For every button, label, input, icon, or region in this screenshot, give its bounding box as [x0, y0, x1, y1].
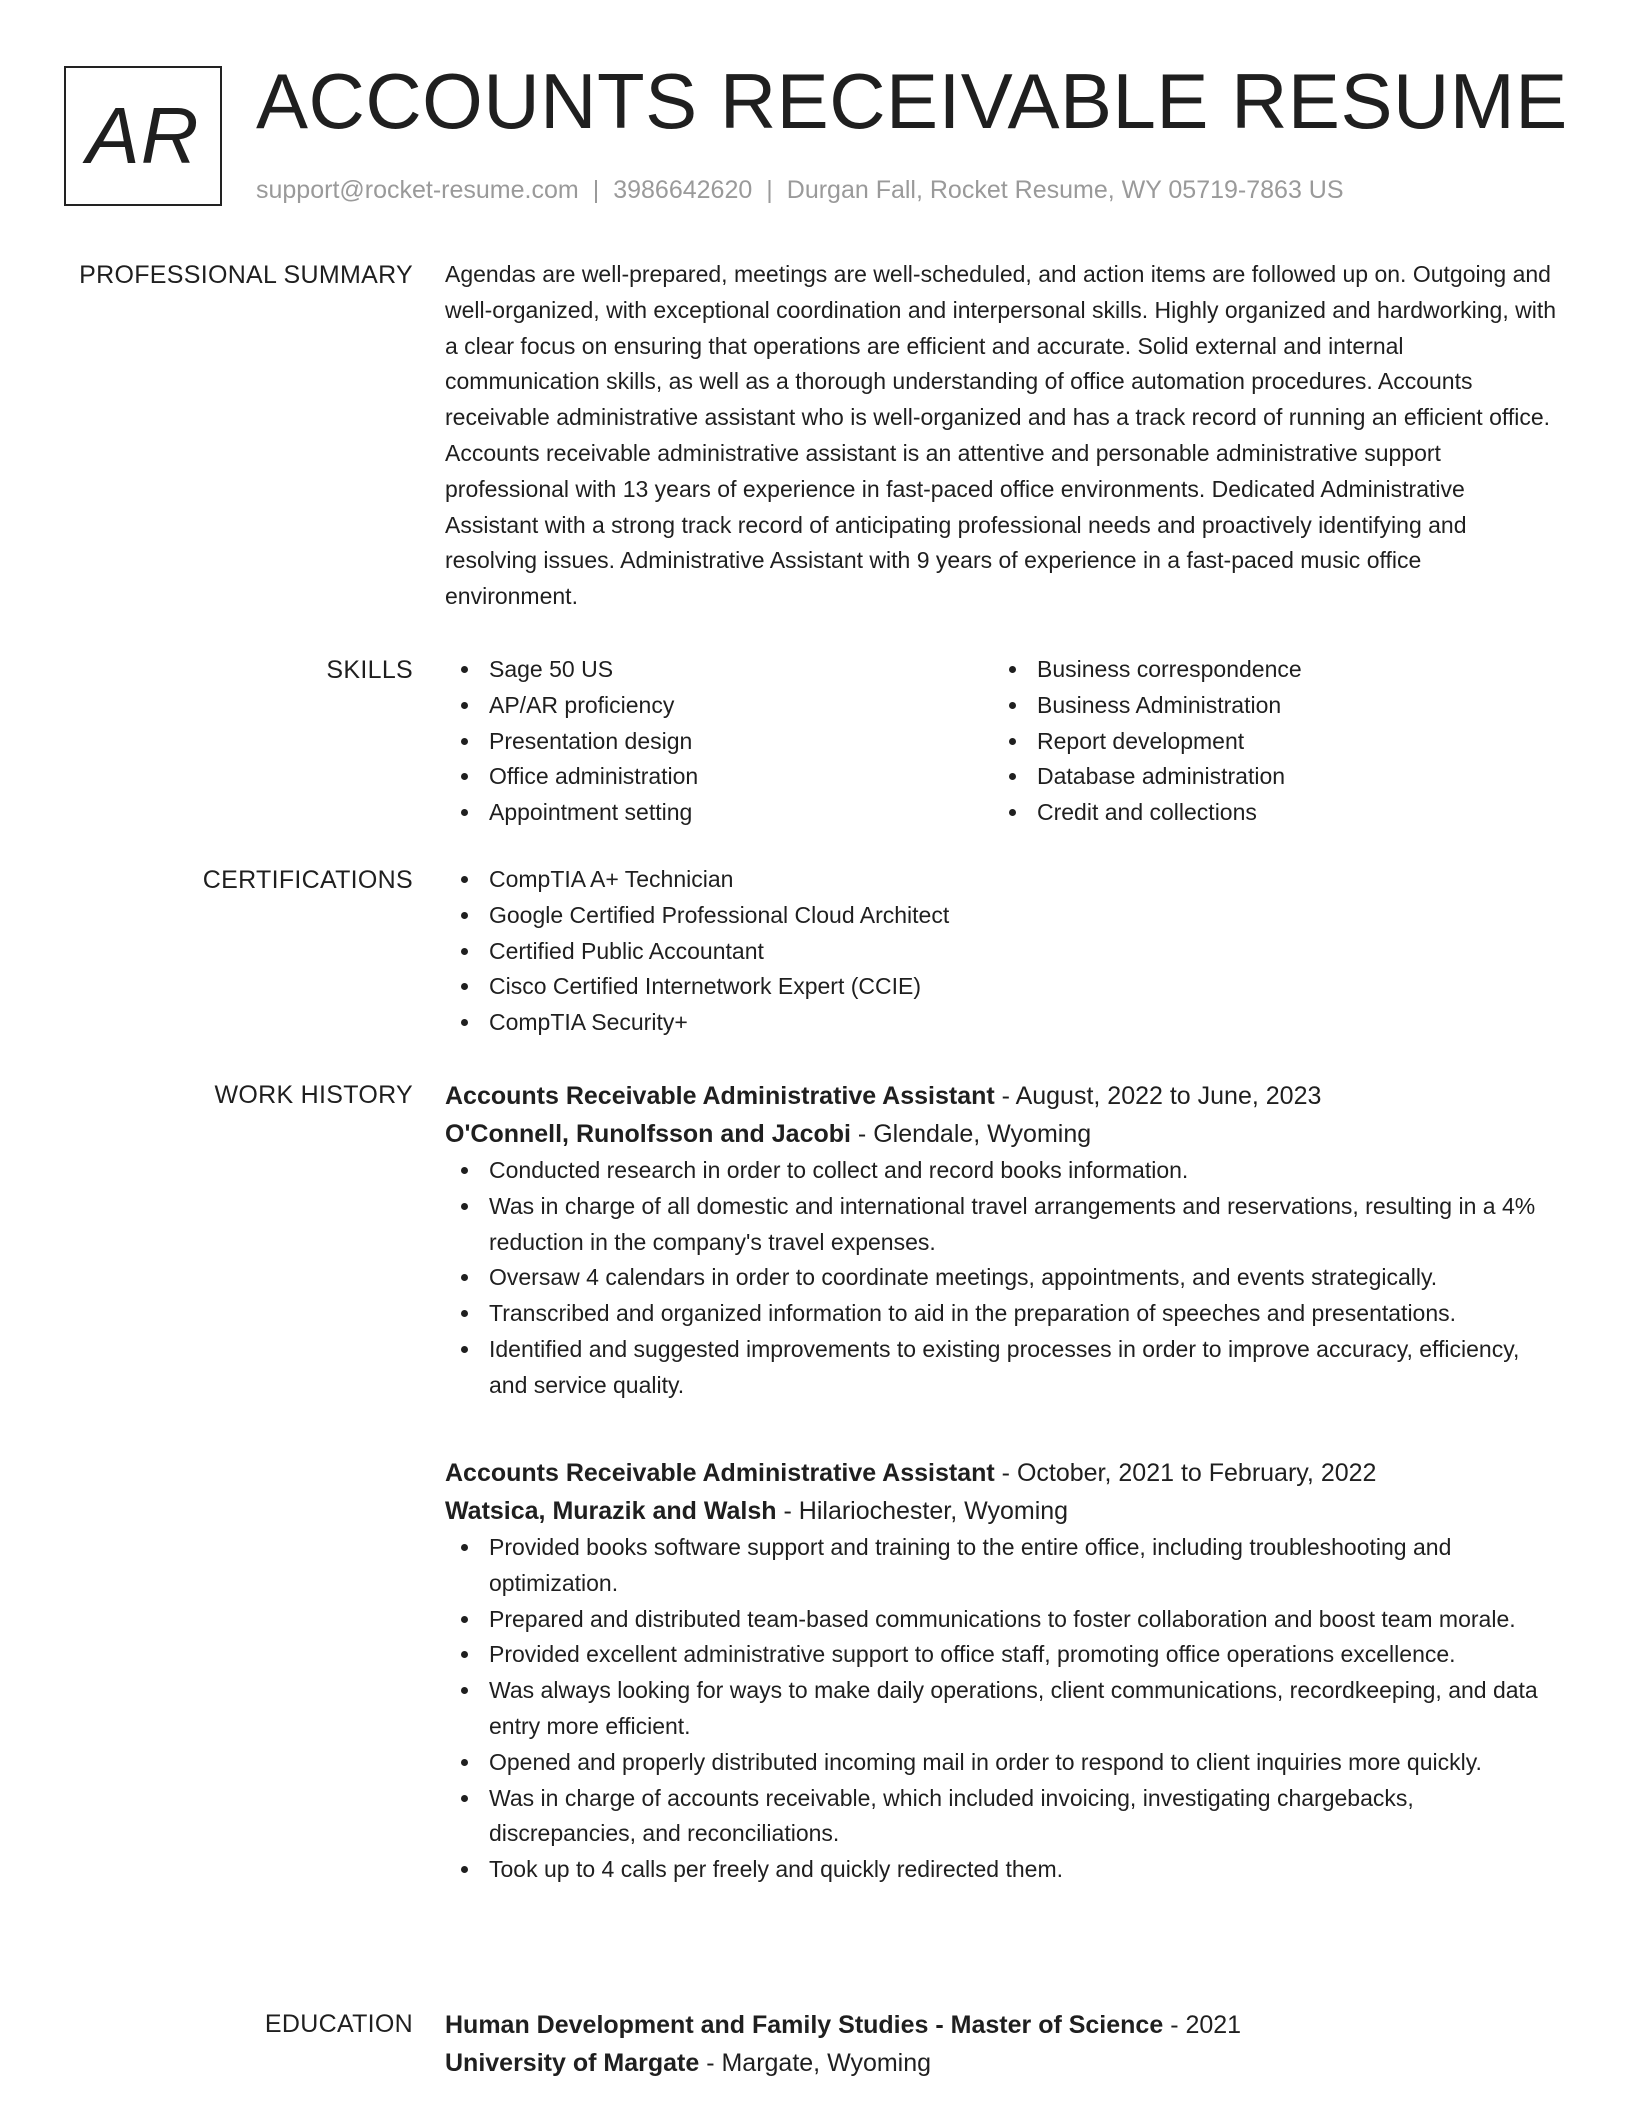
job-duty: Transcribed and organized information to aid in the preparation of speeches and presentations.	[445, 1296, 1560, 1332]
job-title-line	[445, 1077, 1560, 1115]
job-duty: Provided excellent administrative support to office staff, promoting office operations excellence.	[445, 1637, 1560, 1673]
certification-item: CompTIA Security+	[445, 1005, 1560, 1041]
monogram-badge	[64, 66, 222, 206]
skill-item: Business correspondence	[993, 652, 1541, 688]
skill-item: AP/AR proficiency	[445, 688, 993, 724]
job-duty: Was in charge of all domestic and international travel arrangements and reservations, resulting in a 4% reduction in the company's travel expenses.	[445, 1189, 1560, 1261]
job-company: O'Connell, Runolfsson and Jacobi	[445, 1120, 851, 1148]
certification-item: Google Certified Professional Cloud Architect	[445, 898, 1560, 934]
certifications-list	[445, 862, 1560, 1041]
contact-address: Durgan Fall, Rocket Resume, WY 05719-7863 US	[786, 176, 1344, 204]
job-entry	[445, 1454, 1560, 1888]
job-dates: - August, 2022 to June, 2023	[994, 1082, 1322, 1110]
job-company-line	[445, 1115, 1560, 1153]
degree-line	[445, 2006, 1560, 2044]
job-duty: Opened and properly distributed incoming mail in order to respond to client inquiries more quickly.	[445, 1745, 1560, 1781]
job-duty: Provided books software support and training to the entire office, including troubleshooting and optimization.	[445, 1530, 1560, 1602]
job-duty: Prepared and distributed team-based communications to foster collaboration and boost team morale.	[445, 1602, 1560, 1638]
skill-item: Office administration	[445, 759, 993, 795]
contact-separator: |	[592, 176, 600, 204]
job-location: - Glendale, Wyoming	[850, 1120, 1092, 1148]
job-duty: Oversaw 4 calendars in order to coordinate meetings, appointments, and events strategically.	[445, 1260, 1560, 1296]
skill-item: Presentation design	[445, 724, 993, 760]
job-duty: Was in charge of accounts receivable, which included invoicing, investigating chargebacks, discrepancies, and reconciliations.	[445, 1781, 1560, 1853]
contact-phone: 3986642620	[613, 176, 753, 204]
monogram-initials: AR	[86, 91, 200, 180]
degree-name: Human Development and Family Studies - Master of Science	[445, 2011, 1164, 2039]
skill-item: Report development	[993, 724, 1541, 760]
job-company-line	[445, 1492, 1560, 1530]
summary-text: Agendas are well-prepared, meetings are well-scheduled, and action items are followed up on. Outgoing and well-organized, with exceptional coordination and interpersonal skills. Highly organized and hardworking, with a clear focus on ensuring that operations are efficient and accurate. Solid external and internal communication skills, as well as a thorough understanding of office automation procedures. Accounts receivable administrative assistant who is well-organized and has a track record of running an efficient office. Accounts receivable administrative assistant is an attentive and personable administrative support professional with 13 years of experience in fast-paced office environments. Dedicated Administrative Assistant with a strong track record of anticipating professional needs and proactively identifying and resolving issues. Administrative Assistant with 9 years of experience in a fast-paced music office environment.	[445, 261, 1556, 610]
job-title: Accounts Receivable Administrative Assistant	[445, 1459, 995, 1487]
resume-title: ACCOUNTS RECEIVABLE RESUME	[256, 57, 1568, 145]
job-dates: - October, 2021 to February, 2022	[994, 1459, 1377, 1487]
skill-item: Database administration	[993, 759, 1541, 795]
certification-item: CompTIA A+ Technician	[445, 862, 1560, 898]
school-name: University of Margate	[445, 2049, 700, 2077]
job-title-line	[445, 1454, 1560, 1492]
contact-separator: |	[766, 176, 773, 204]
job-company: Watsica, Murazik and Walsh	[445, 1497, 777, 1525]
section-label-work-history: WORK HISTORY	[214, 1081, 413, 1109]
skills-grid	[445, 652, 1560, 831]
contact-email: support@rocket-resume.com	[256, 176, 579, 204]
job-duty: Conducted research in order to collect and record books information.	[445, 1153, 1560, 1189]
skills-list-right	[993, 652, 1541, 831]
job-duties-list	[445, 1153, 1560, 1404]
section-label-skills: SKILLS	[326, 656, 413, 684]
job-title: Accounts Receivable Administrative Assistant	[445, 1082, 995, 1110]
job-entry	[445, 1077, 1560, 1404]
section-label-certifications: CERTIFICATIONS	[202, 866, 413, 894]
contact-line	[256, 174, 1344, 206]
job-location: - Hilariochester, Wyoming	[776, 1497, 1069, 1525]
skill-item: Appointment setting	[445, 795, 993, 831]
skill-item: Business Administration	[993, 688, 1541, 724]
skills-list-left	[445, 652, 993, 831]
skill-item: Sage 50 US	[445, 652, 993, 688]
job-duty: Took up to 4 calls per freely and quickly redirected them.	[445, 1852, 1560, 1888]
certification-item: Certified Public Accountant	[445, 934, 1560, 970]
degree-year: - 2021	[1163, 2011, 1242, 2039]
skill-item: Credit and collections	[993, 795, 1541, 831]
section-label-education: EDUCATION	[264, 2010, 413, 2038]
job-duty: Was always looking for ways to make daily operations, client communications, recordkeeping, and data entry more efficient.	[445, 1673, 1560, 1745]
job-duty: Identified and suggested improvements to existing processes in order to improve accuracy, efficiency, and service quality.	[445, 1332, 1560, 1404]
certification-item: Cisco Certified Internetwork Expert (CCIE)	[445, 969, 1560, 1005]
section-label-summary: PROFESSIONAL SUMMARY	[79, 261, 413, 289]
school-line	[445, 2044, 1560, 2082]
job-duties-list	[445, 1530, 1560, 1888]
school-location: - Margate, Wyoming	[699, 2049, 932, 2077]
